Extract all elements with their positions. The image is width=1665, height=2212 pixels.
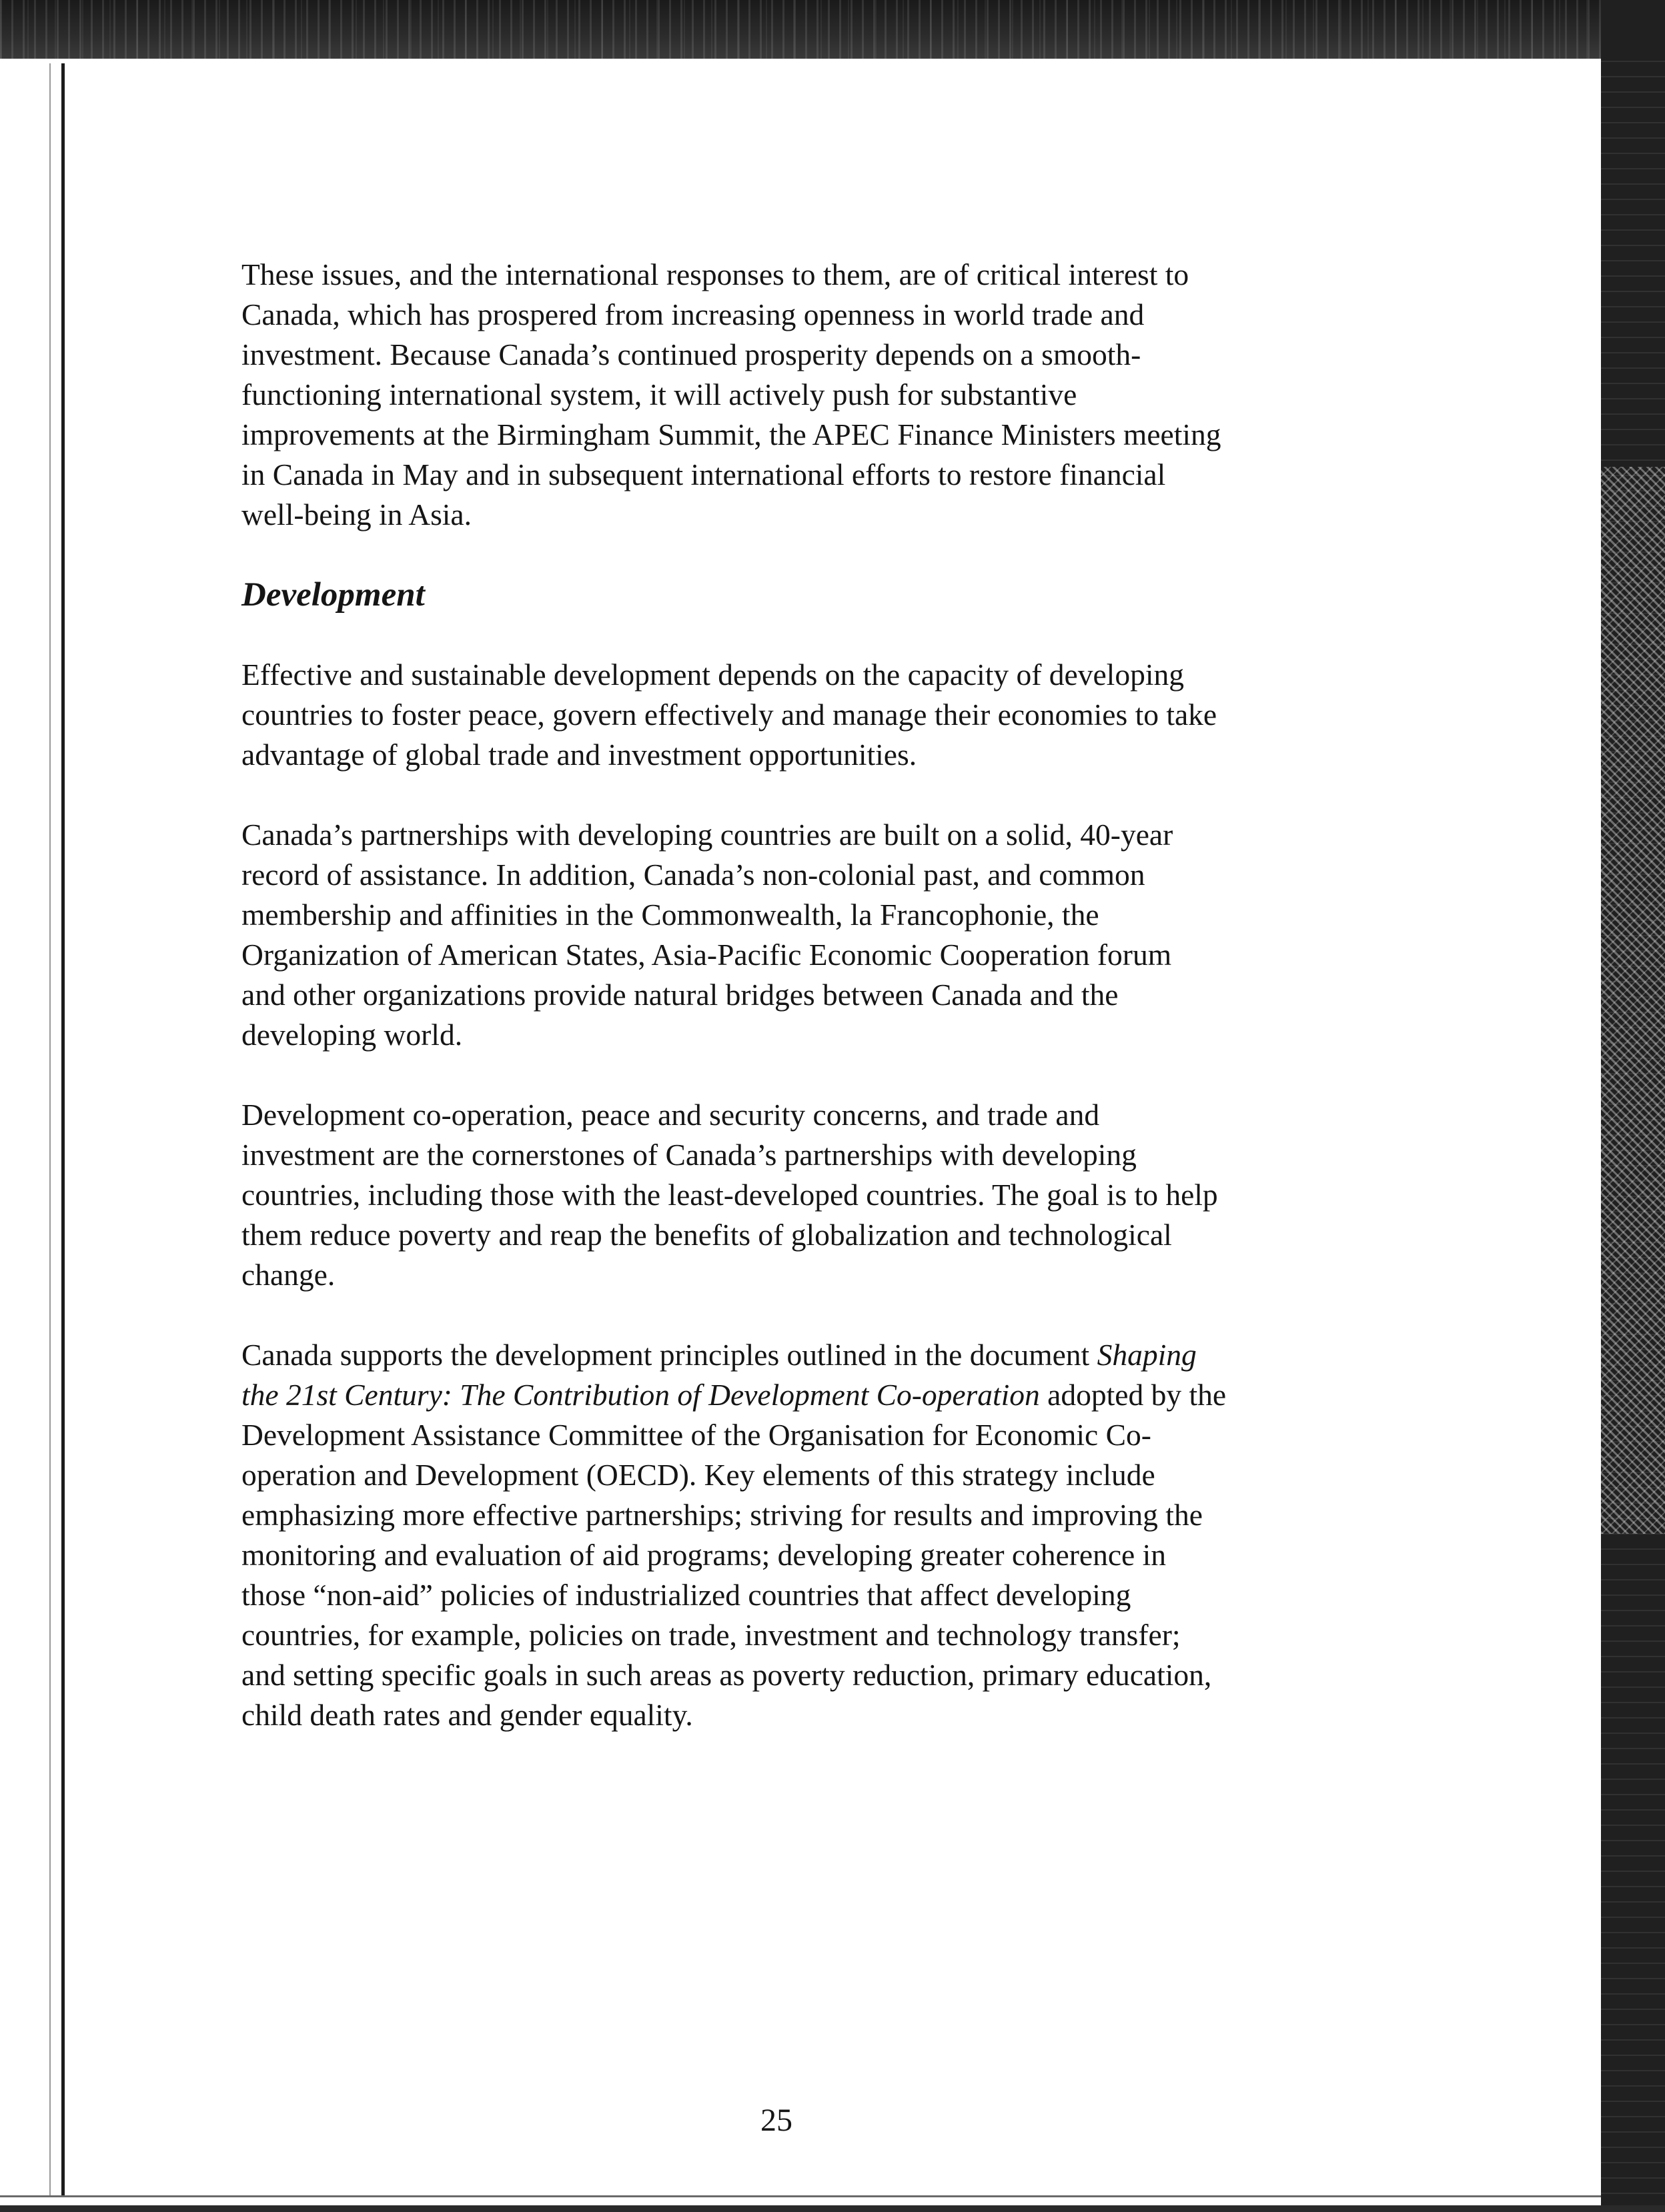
text-line: improvements at the Birmingham Summit, the APEC Finance Ministers meeting — [241, 417, 1221, 451]
section-heading-development: Development — [241, 576, 425, 614]
page-number: 25 — [760, 2103, 792, 2138]
text-line: investment. Because Canada’s continued prosperity depends on a smooth- — [241, 337, 1141, 371]
scan-left-edge-line — [61, 63, 65, 2197]
text-line: countries, for example, policies on trade, investment and technology transfer; — [241, 1618, 1181, 1652]
text-line: them reduce poverty and reap the benefits of globalization and technological — [241, 1218, 1172, 1252]
paragraph-intro — [241, 255, 1349, 535]
text-run: Canada supports the development principles outlined in the document — [241, 1338, 1097, 1372]
text-line: investment are the cornerstones of Canada’s partnerships with developing — [241, 1138, 1137, 1172]
scan-bottom-line — [0, 2195, 1601, 2197]
text-line: emphasizing more effective partnerships; striving for results and improving the — [241, 1498, 1203, 1532]
text-line: child death rates and gender equality. — [241, 1698, 693, 1732]
scan-bottom-edge — [0, 2205, 1665, 2212]
text-line: Effective and sustainable development depends on the capacity of developing — [241, 658, 1184, 692]
text-line: Canada, which has prospered from increasing openness in world trade and — [241, 297, 1145, 331]
text-line: countries to foster peace, govern effectively and manage their economies to take — [241, 698, 1217, 732]
text-line: functioning international system, it will actively push for substantive — [241, 377, 1077, 411]
text-run: adopted by the — [1039, 1378, 1227, 1412]
scan-right-noise-pattern — [1601, 467, 1665, 1534]
document-title-italic: Shaping — [1097, 1338, 1197, 1372]
text-line: change. — [241, 1258, 336, 1292]
text-line — [241, 1335, 1349, 1375]
scan-top-noise — [0, 0, 1665, 59]
text-line: Development co-operation, peace and security concerns, and trade and — [241, 1098, 1100, 1132]
text-line: Development Assistance Committee of the Organisation for Economic Co- — [241, 1418, 1151, 1452]
text-line: Canada’s partnerships with developing countries are built on a solid, 40-year — [241, 818, 1173, 852]
text-line: monitoring and evaluation of aid programs; developing greater coherence in — [241, 1538, 1166, 1572]
text-line: and other organizations provide natural bridges between Canada and the — [241, 978, 1119, 1012]
document-title-italic: the 21st Century: The Contribution of Development Co-operation — [241, 1378, 1040, 1412]
text-line: These issues, and the international responses to them, are of critical interest to — [241, 257, 1189, 291]
text-line: Organization of American States, Asia-Pacific Economic Cooperation forum — [241, 938, 1172, 972]
paragraph-development-2 — [241, 815, 1349, 1055]
paragraph-development-1 — [241, 655, 1349, 775]
text-line: well-being in Asia. — [241, 497, 472, 531]
text-line: operation and Development (OECD). Key elements of this strategy include — [241, 1458, 1155, 1492]
text-line: membership and affinities in the Commonwealth, la Francophonie, the — [241, 898, 1099, 932]
text-line: those “non-aid” policies of industrialized countries that affect developing — [241, 1578, 1131, 1612]
document-body — [241, 255, 1349, 1775]
text-line: record of assistance. In addition, Canada’s non-colonial past, and common — [241, 858, 1145, 892]
text-line: in Canada in May and in subsequent international efforts to restore financial — [241, 457, 1166, 491]
paragraph-development-4 — [241, 1335, 1349, 1735]
text-line: countries, including those with the least-developed countries. The goal is to help — [241, 1178, 1218, 1212]
text-line: advantage of global trade and investment opportunities. — [241, 738, 917, 772]
text-line: developing world. — [241, 1018, 463, 1052]
scan-left-faint-line — [49, 63, 51, 2197]
paragraph-development-3 — [241, 1095, 1349, 1295]
text-line — [241, 1375, 1349, 1415]
text-line: and setting specific goals in such areas as poverty reduction, primary education, — [241, 1658, 1212, 1692]
